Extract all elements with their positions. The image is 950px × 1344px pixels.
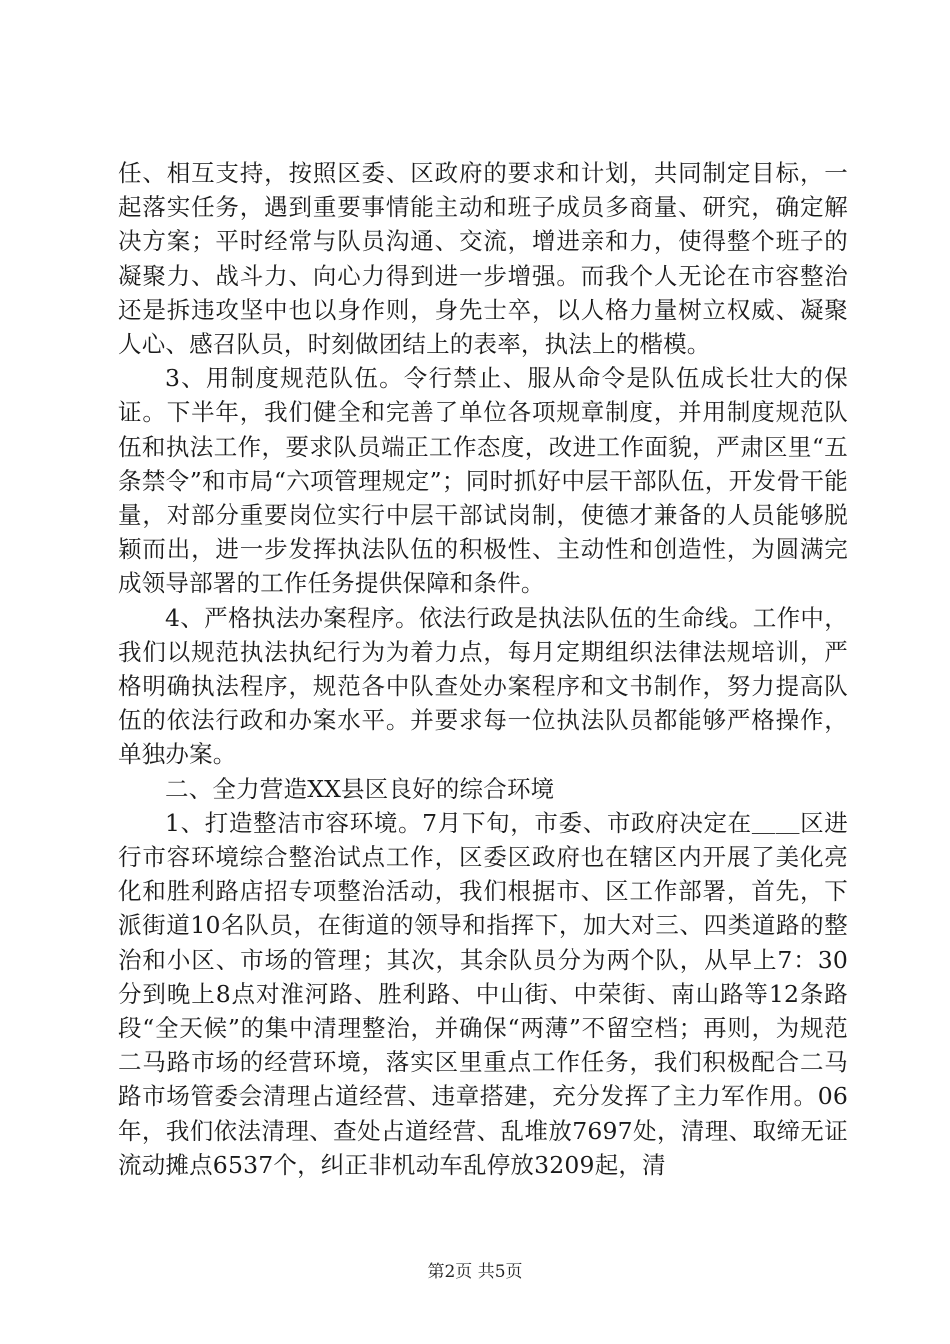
paragraph-4: 1、打造整洁市容环境。7月下旬，市委、市政府决定在＿＿区进行市容环境综合整治试点工作，区委区政府也在辖区内开展了美化亮化和胜利路店招专项整治活动，我们根据市、区工作部署，首先，下派街道10名队员，在街道的领导和指挥下，加大对三、四类道路的整治和小区、市场的管理；其次，其余队员分为两个队，从早上7：30分到晚上8点对淮河路、胜利路、中山街、中荣街、南山路等12条路段“全天候”的集中清理整治，并确保“两薄”不留空档；再则，为规范二马路市场的经营环境，落实区里重点工作任务，我们积极配合二马路市场管委会清理占道经营、违章搭建，充分发挥了主力军作用。06年，我们依法清理、查处占道经营、乱堆放7697处，清理、取缔无证流动摊点6537个，纠正非机动车乱停放3209起，清	[118, 808, 848, 1179]
document-body	[118, 156, 848, 1182]
section-heading: 二、全力营造XX县区良好的综合环境	[165, 774, 555, 803]
paragraph-1: 任、相互支持，按照区委、区政府的要求和计划，共同制定目标，一起落实任务，遇到重要事情能主动和班子成员多商量、研究，确定解决方案；平时经常与队员沟通、交流，增进亲和力，使得整个班子的凝聚力、战斗力、向心力得到进一步增强。而我个人无论在市容整治还是拆违攻坚中也以身作则，身先士卒，以人格力量树立权威、凝聚人心、感召队员，时刻做团结上的表率，执法上的楷模。	[118, 159, 848, 359]
paragraph-2: 3、用制度规范队伍。令行禁止、服从命令是队伍成长壮大的保证。下半年，我们健全和完善了单位各项规章制度，并用制度规范队伍和执法工作，要求队员端正工作态度，改进工作面貌，严肃区里“五条禁令”和市局“六项管理规定”；同时抓好中层干部队伍，开发骨干能量，对部分重要岗位实行中层干部试岗制，使德才兼备的人员能够脱颖而出，进一步发挥执法队伍的积极性、主动性和创造性，为圆满完成领导部署的工作任务提供保障和条件。	[118, 364, 848, 598]
paragraph-3: 4、严格执法办案程序。依法行政是执法队伍的生命线。工作中，我们以规范执法执纪行为为着力点，每月定期组织法律法规培训，严格明确执法程序，规范各中队查处办案程序和文书制作，努力提高队伍的依法行政和办案水平。并要求每一位执法队员都能够严格操作，单独办案。	[118, 603, 848, 769]
page-footer: 第2页 共5页	[427, 1262, 523, 1282]
